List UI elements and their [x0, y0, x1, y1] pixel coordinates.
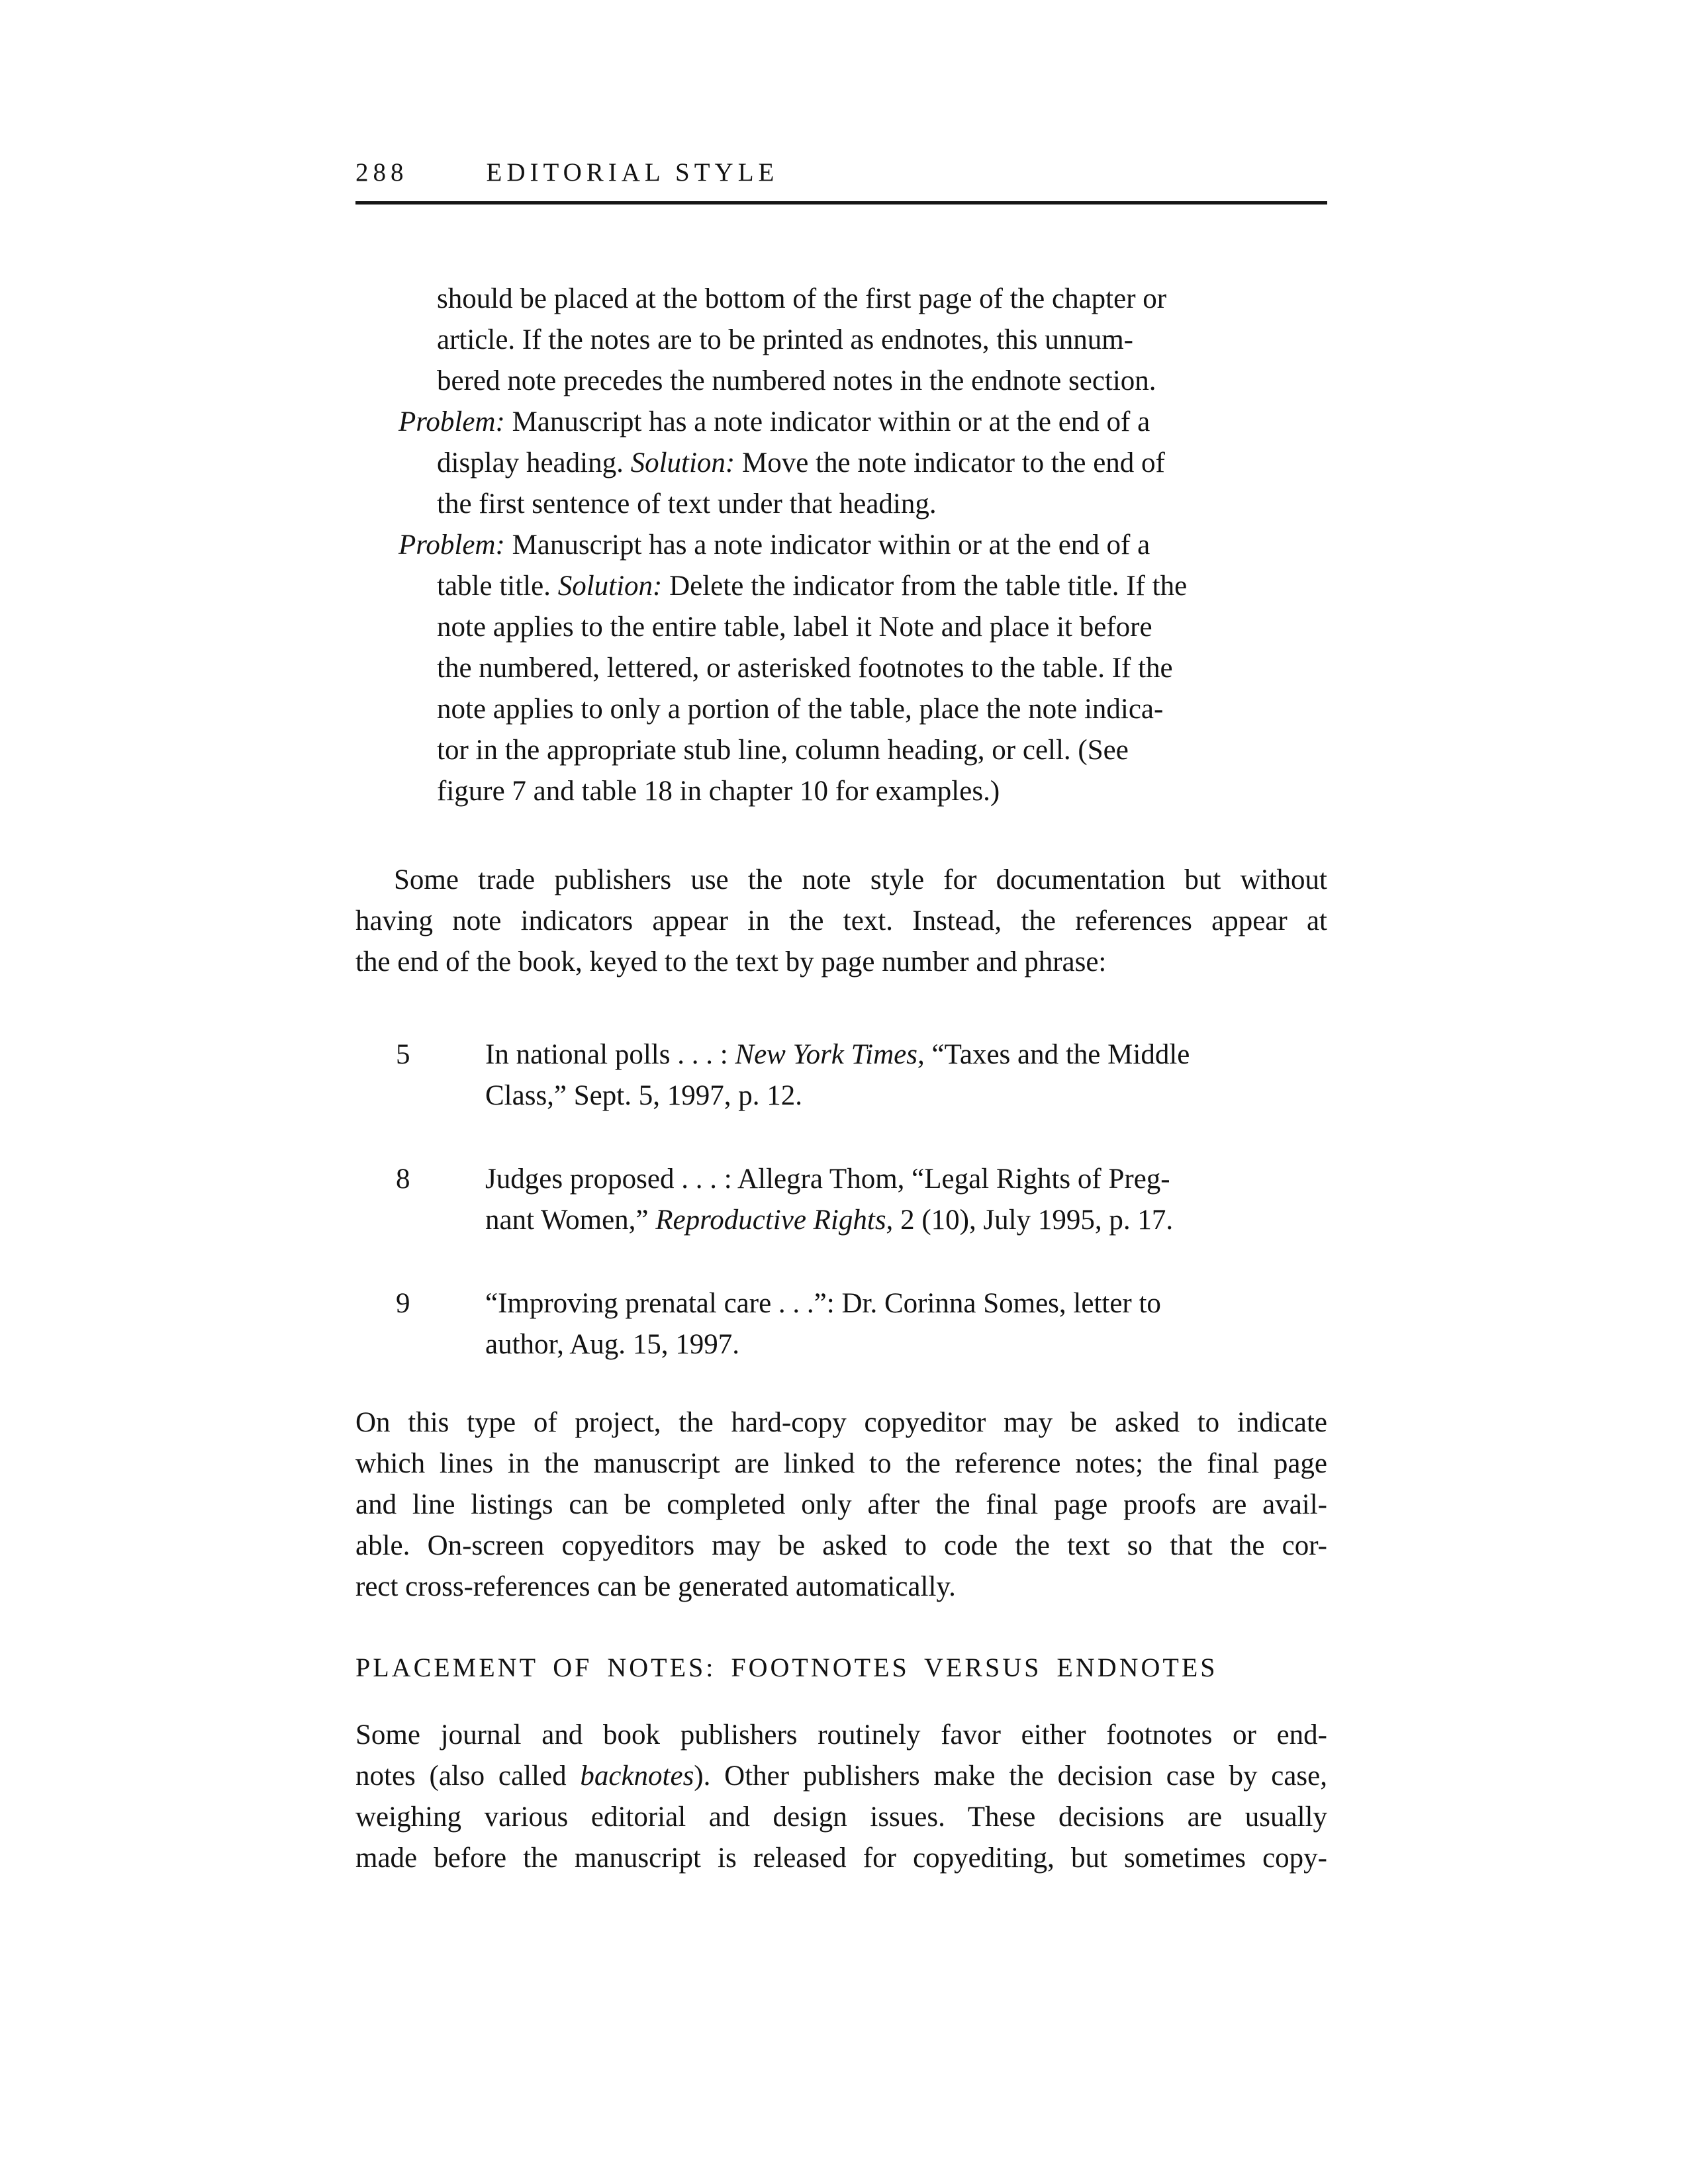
reference-text [485, 1283, 1327, 1365]
text-line: and line listings can be completed only after the final page proofs are avail- [355, 1489, 1327, 1520]
text-line: Problem: Manuscript has a note indicator within or at the end of a [399, 529, 1150, 561]
reference-entry [355, 1159, 1327, 1241]
reference-text [485, 1034, 1327, 1116]
text-line: having note indicators appear in the text. Instead, the references appear at [355, 905, 1327, 936]
text-line: author, Aug. 15, 1997. [485, 1329, 740, 1360]
text-line: Some journal and book publishers routinely favor either footnotes or end- [355, 1719, 1327, 1751]
list-item-continuation [355, 279, 1327, 402]
running-head-title: EDITORIAL STYLE [486, 158, 779, 187]
section-heading: PLACEMENT OF NOTES: FOOTNOTES VERSUS ENDNOTES [355, 1653, 1218, 1682]
problem-item-display-heading [355, 402, 1327, 525]
text-line: able. On-screen copyeditors may be asked to code the text so that the cor- [355, 1530, 1327, 1561]
text-line: Some trade publishers use the note style for documentation but without [394, 864, 1327, 895]
page-number: 288 [355, 158, 408, 187]
project-paragraph [355, 1402, 1327, 1608]
text-line: the first sentence of text under that heading. [437, 488, 937, 520]
text-line: which lines in the manuscript are linked to the reference notes; the final page [355, 1448, 1327, 1479]
text-line: the end of the book, keyed to the text by page number and phrase: [355, 946, 1107, 978]
reference-entry [355, 1283, 1327, 1365]
reference-list [355, 1034, 1327, 1365]
text-line: table title. Solution: Delete the indicator from the table title. If the [437, 570, 1188, 602]
text-line: should be placed at the bottom of the first page of the chapter or [437, 283, 1167, 314]
text-line: In national polls . . . : New York Times, “Taxes and the Middle [485, 1039, 1190, 1070]
text-line: Class,” Sept. 5, 1997, p. 12. [485, 1080, 802, 1111]
text-line: Problem: Manuscript has a note indicator within or at the end of a [399, 406, 1150, 437]
text-line: the numbered, lettered, or asterisked footnotes to the table. If the [437, 653, 1173, 684]
reference-number: 9 [396, 1288, 410, 1319]
running-header [355, 158, 1327, 188]
problem-item-table-title [355, 525, 1327, 812]
text-line: note applies to only a portion of the table, place the note indica- [437, 694, 1164, 725]
text-line: nant Women,” Reproductive Rights, 2 (10), July 1995, p. 17. [485, 1205, 1174, 1236]
text-line: Judges proposed . . . : Allegra Thom, “Legal Rights of Preg- [485, 1163, 1170, 1195]
text-line: figure 7 and table 18 in chapter 10 for examples.) [437, 776, 1000, 807]
reference-number: 8 [396, 1163, 410, 1195]
header-rule [355, 201, 1327, 205]
intro-paragraph [355, 860, 1327, 983]
text-line: article. If the notes are to be printed as endnotes, this unnum- [437, 324, 1133, 355]
text-line: On this type of project, the hard-copy copyeditor may be asked to indicate [355, 1407, 1327, 1438]
text-line: weighing various editorial and design issues. These decisions are usually [355, 1801, 1327, 1833]
text-line: display heading. Solution: Move the note indicator to the end of [437, 447, 1165, 478]
reference-number: 5 [396, 1039, 410, 1070]
placement-paragraph [355, 1715, 1327, 1879]
text-line: tor in the appropriate stub line, column heading, or cell. (See [437, 735, 1129, 766]
text-line: made before the manuscript is released for copyediting, but sometimes copy- [355, 1843, 1327, 1874]
text-line: rect cross-references can be generated automatically. [355, 1571, 956, 1602]
problem-solution-list [355, 279, 1327, 812]
reference-entry [355, 1034, 1327, 1116]
text-line: bered note precedes the numbered notes in the endnote section. [437, 365, 1156, 396]
text-line: notes (also called backnotes). Other publishers make the decision case by case, [355, 1760, 1327, 1792]
text-line: note applies to the entire table, label it Note and place it before [437, 612, 1152, 643]
text-line: “Improving prenatal care . . .”: Dr. Corinna Somes, letter to [485, 1288, 1161, 1319]
reference-text [485, 1159, 1327, 1241]
